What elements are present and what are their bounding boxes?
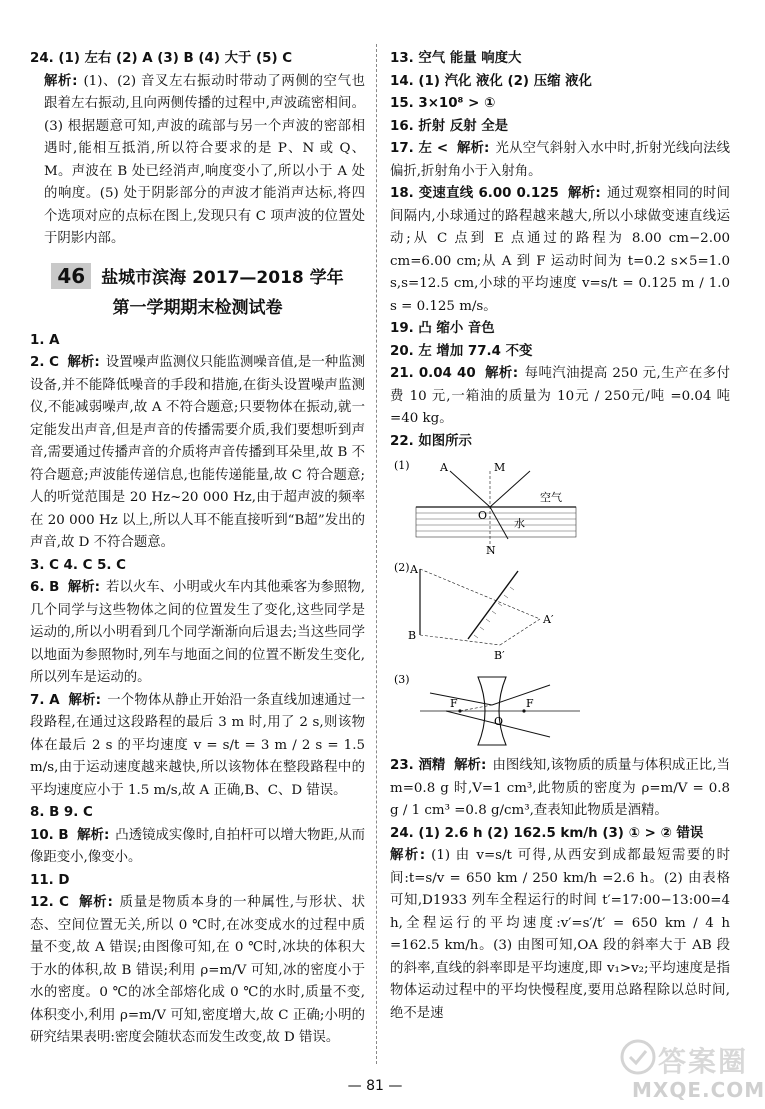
q2-exp-text: 设置噪声监测仪只能监测噪音值,是一种监测设备,并不能降低噪音的手段和措施,在街头设置噪声监测仪,不能减弱噪声,故 A 不符合题意;只要物体在振动,就一定能发出声音,但是声音的传播需要介质,我们要想听到声音,需要通过传播声音的介质将声音传播到耳朵里,故 B 不符合题意;声波能传递信息,也能传递能量,故 C 符合题意;人的听觉范围是 20 Hz~20 000 Hz,由于超声波的频率在 20 000 Hz 以上,所以人耳不能直接听到“B超”发出的声音,故 D 不符合题意。 xyxy=(30,355,365,550)
aa-line xyxy=(420,569,540,619)
section-header xyxy=(30,263,365,320)
fig2-point-b: B xyxy=(408,629,417,642)
q20-text: 20. 左 增加 77.4 不变 xyxy=(390,343,533,359)
section-title: 盐城市滨海 2017—2018 学年 xyxy=(101,267,344,288)
exp-label: 解析: xyxy=(567,186,601,201)
left-column xyxy=(30,48,365,1050)
q24-head: 24. (1) 左右 (2) A (3) B (4) 大于 (5) C xyxy=(30,51,293,66)
q12-answer xyxy=(30,892,365,1050)
fig1-air-label: 空气 xyxy=(540,491,562,504)
reflected-ray xyxy=(490,471,530,507)
q14-text: 14. (1) 汽化 液化 (2) 压缩 液化 xyxy=(390,73,592,89)
q7-head: 7. A xyxy=(30,692,60,708)
bb-line xyxy=(420,635,500,645)
figure-2-mirror xyxy=(390,559,590,667)
exp-label: 解析: xyxy=(79,895,113,910)
q13-answer xyxy=(390,48,730,71)
fig2-point-b-prime: B′ xyxy=(494,649,505,662)
exp-label: 解析: xyxy=(44,73,78,89)
plane-mirror xyxy=(468,571,518,639)
q3-5-text: 3. C 4. C 5. C xyxy=(30,557,127,573)
fig2-label: (2) xyxy=(394,561,410,574)
column-divider xyxy=(376,44,377,1064)
exp-label: 解析: xyxy=(67,355,100,370)
exp-label: 解析: xyxy=(68,692,102,708)
q7-formula: v = s/t = 3 m / 2 s = 1.5 m/s xyxy=(30,737,365,775)
exp-label: 解析: xyxy=(77,827,110,843)
q15-text: 15. 3×10⁸ > ① xyxy=(390,96,496,111)
q16-text: 16. 折射 反射 全是 xyxy=(390,118,509,134)
exp-label: 解析: xyxy=(485,366,519,381)
q2-head: 2. C xyxy=(30,355,59,370)
q23-head: 23. 酒精 xyxy=(390,758,446,773)
q1-text: 1. A xyxy=(30,332,60,348)
q19-answer xyxy=(390,318,730,341)
q19-text: 19. 凸 缩小 音色 xyxy=(390,321,495,336)
q7-answer xyxy=(30,690,365,803)
page-number: — 81 — xyxy=(347,1078,403,1094)
figure-1-refraction xyxy=(390,457,590,555)
fig3-point-f1: F xyxy=(450,697,458,710)
q17-exp-text: 光从空气斜射入水中时,折射光线向法线偏折,折射角小于入射角。 xyxy=(390,141,731,179)
q7-exp-text-b: ,由于运动速度越来越快,所以该物体在整段路程中的平均速度应小于 1.5 m/s,故 A 正确,B、C、D 错误。 xyxy=(30,760,365,798)
q21-head: 21. 0.04 40 xyxy=(390,366,476,381)
exp-label: 解析: xyxy=(390,848,426,863)
mirror-hatch xyxy=(474,587,514,638)
q6-head: 6. B xyxy=(30,580,60,595)
water-hatch xyxy=(416,513,576,531)
section-subtitle: 第一学期期末检测试卷 xyxy=(112,298,283,318)
fig1-point-a: A xyxy=(440,461,448,474)
q22-answer xyxy=(390,431,730,454)
q17-answer xyxy=(390,138,730,183)
q7-exp-text-a: 一个物体从静止开始沿一条直线加速通过一段路程,在通过这段路程的最后 3 m 时,用了 2 s,则该物体在最后 2 s 的平均速度 xyxy=(30,692,366,753)
image-ab xyxy=(500,619,540,645)
q22-text: 22. 如图所示 xyxy=(390,433,472,449)
q21-answer xyxy=(390,363,730,431)
q24r-explanation xyxy=(390,845,730,1025)
fig3-point-o: O xyxy=(494,715,504,728)
fig1-label: (1) xyxy=(394,459,410,472)
q24-answer xyxy=(30,48,365,71)
q1-answer xyxy=(30,330,365,353)
q14-answer xyxy=(390,71,730,94)
fig2-point-a: A xyxy=(410,563,418,576)
fig3-label: (3) xyxy=(394,673,410,686)
q6-exp-text: 若以火车、小明或火车内其他乘客为参照物,几个同学与这些物体之间的位置发生了变化,这些同学是运动的,所以小明看到几个同学渐渐向后退去;当这些同学以地面为参照物时,列车与地面之间的位置不断发生变化,所以列车是运动的。 xyxy=(30,580,365,685)
exp-label: 解析: xyxy=(454,758,487,773)
ray-1 xyxy=(430,693,492,705)
q3-5-answer xyxy=(30,555,365,578)
q18-head: 18. 变速直线 6.00 0.125 xyxy=(390,186,559,201)
q18-exp-text: 通过观察相同的时间间隔内,小球通过的路程越来越大,所以小球做变速直线运动;从 C 点到 E 点通过的路程为 8.00 cm−2.00 cm=6.00 cm;从 A 到 F 运动时间为 t=0.2 s×5=1.0 s,s=12.5 cm,小球的平均速度 v=s/t = 0.125 m / 1.0 s = 0.125 m/s。 xyxy=(390,186,731,314)
watermark-url: MXQE.COM xyxy=(632,1078,765,1102)
fig1-point-m: M xyxy=(494,461,506,474)
right-column xyxy=(390,48,730,1025)
q23-answer xyxy=(390,755,730,823)
fig2-point-a-prime: A′ xyxy=(543,613,554,626)
q24r-head: 24. (1) 2.6 h (2) 162.5 km/h (3) ① > ② 错误 xyxy=(390,825,704,841)
q6-answer xyxy=(30,577,365,690)
q24r-exp-text: (1) 由 v=s/t 可得,从西安到成都最短需要的时间:t=s/v = 650 km / 250 km/h =2.6 h。(2) 由表格可知,D1933 列车全程运行的时间 t′=17:00−13:00=4 h,全程运行的平均速度:v′=s′/t′ = 650 km / 4 h =162.5 km/h。(3) 由图可知,OA 段的斜率大于 AB 段的斜率,直线的斜率即是平均速度,即 v₁>v₂;平均速度是指物体运动过程中的平均快慢程度,要用总路程除以总时间,绝不是速 xyxy=(390,848,731,1021)
exp-label: 解析: xyxy=(67,580,101,595)
watermark-text: 答案圈 xyxy=(658,1045,749,1078)
q13-text: 13. 空气 能量 响度大 xyxy=(390,51,522,66)
fig3-point-f2: F xyxy=(526,697,534,710)
fig1-point-n: N xyxy=(486,544,496,557)
q17-head: 17. 左 < xyxy=(390,141,449,156)
water-region xyxy=(416,507,576,537)
q11-text: 11. D xyxy=(30,872,70,888)
q24-exp-text: (1)、(2) 音叉左右振动时带动了两侧的空气也跟着左右振动,且向两侧传播的过程中,声波疏密相间。(3) 根据题意可知,声波的疏部与另一个声波的密部相遇时,能相互抵消,所以符合要求的是 P、N 或 Q、M。声波在 B 处已经消声,响度变小了,所以小于 A 处的响度。(5) 处于阴影部分的声波才能消声达标,将四个选项对应的点标在图上,发现只有 C 项声波的位置处于阴影内部。 xyxy=(44,73,365,246)
q24-explanation xyxy=(30,71,365,251)
q24r-answer xyxy=(390,823,730,846)
ray-extension xyxy=(460,705,492,711)
refracted-ray xyxy=(490,507,508,539)
incident-ray xyxy=(450,471,490,507)
q23-exp-text: 由图线知,该物质的质量与体积成正比,当 m=0.8 g 时,V=1 cm³,此物质的密度为 ρ=m/V = 0.8 g / 1 cm³ =0.8 g/cm³,查表知此物质是酒精。 xyxy=(390,758,731,818)
fig1-water-label: 水 xyxy=(514,517,525,530)
q11-answer xyxy=(30,870,365,893)
q2-answer xyxy=(30,352,365,555)
q12-exp-text: 质量是物质本身的一种属性,与形状、状态、空间位置无关,所以 0 ℃时,在冰变成水的过程中质量不变,故 A 错误;由图像可知,在 0 ℃时,冰块的体积大于水的体积,故 B 错误;利用 ρ=m/V 可知,冰的密度小于水的密度。0 ℃的冰全部熔化成 0 ℃的水时,质量不变,体积变小,利用 ρ=m/V 可知,密度增大,故 C 正确;小明的研究结果表明:密度会随状态而发生改变,故 D 错误。 xyxy=(30,895,366,1045)
figure-3-lens xyxy=(390,671,590,751)
q18-answer xyxy=(390,183,730,318)
q15-answer xyxy=(390,93,730,116)
q20-answer xyxy=(390,341,730,364)
q8-9-answer xyxy=(30,802,365,825)
exp-label: 解析: xyxy=(456,141,490,156)
q8-9-text: 8. B 9. C xyxy=(30,805,93,820)
q21-exp-text: 每吨汽油提高 250 元,生产在多付费 10 元,一箱油的质量为 10元 / 250元/吨 =0.04 吨=40 kg。 xyxy=(390,366,731,426)
section-number: 46 xyxy=(51,263,91,290)
q10-exp-text: 凸透镜成实像时,自拍杆可以增大物距,从而像距变小,像变小。 xyxy=(30,827,366,865)
focal-point-left xyxy=(458,709,461,712)
q10-answer xyxy=(30,825,365,870)
q12-head: 12. C xyxy=(30,895,70,910)
q10-head: 10. B xyxy=(30,827,69,843)
q16-answer xyxy=(390,116,730,139)
fig1-point-o: O xyxy=(478,509,488,522)
